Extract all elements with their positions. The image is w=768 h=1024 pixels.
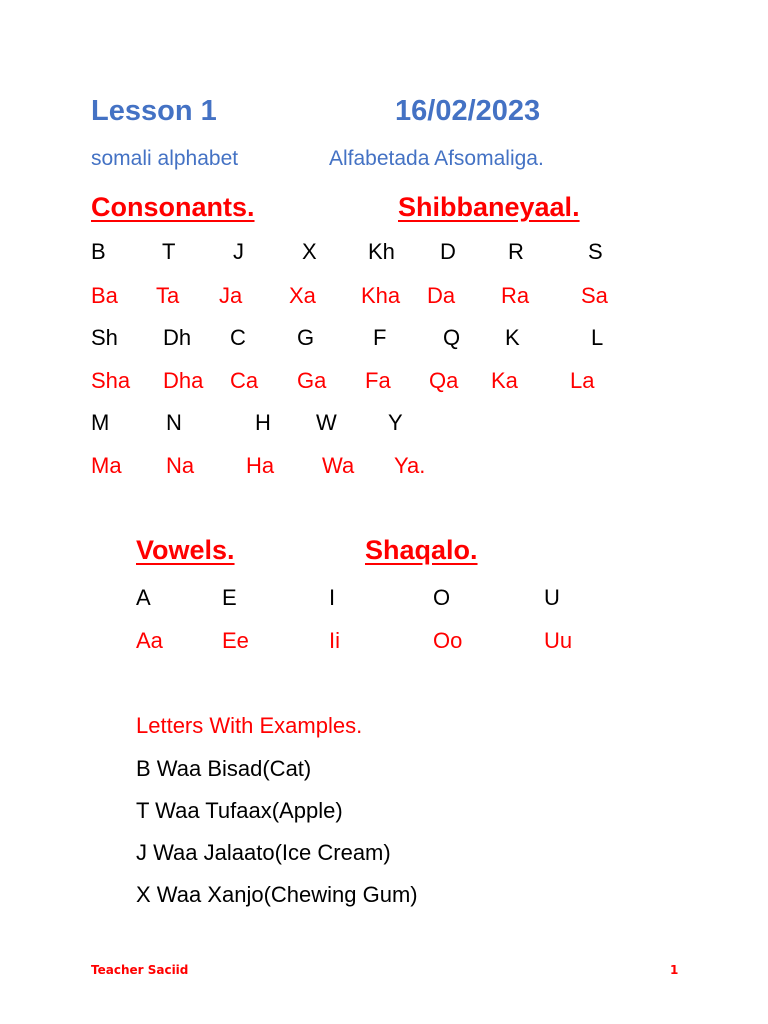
consonant-sound: Ka (491, 368, 518, 393)
vowels-heading: Vowels. (136, 535, 235, 565)
consonant-letter: T (162, 239, 176, 264)
consonant-letter: S (588, 239, 603, 264)
consonant-sound: Ga (297, 368, 327, 393)
consonant-letter-row (0, 325, 768, 355)
consonant-letter: Kh (368, 239, 395, 264)
consonant-letter: W (316, 410, 337, 435)
consonant-sound: Sha (91, 368, 131, 393)
consonant-sound: Qa (429, 368, 459, 393)
consonant-letter: J (233, 239, 244, 264)
example-item: T Waa Tufaax(Apple) (136, 798, 343, 823)
consonant-letter: Dh (163, 325, 192, 350)
consonant-sound: Wa (322, 453, 355, 478)
subtitle-somali: Alfabetada Afsomaliga. (329, 147, 544, 170)
consonant-sound: Fa (365, 368, 391, 393)
consonants-heading: Consonants. (91, 192, 255, 222)
consonant-letter: M (91, 410, 110, 435)
example-item: J Waa Jalaato(Ice Cream) (136, 840, 391, 865)
vowel-letter: E (222, 585, 237, 610)
consonant-sound: La (570, 368, 595, 393)
consonant-sound: Ca (230, 368, 259, 393)
consonant-sound: Na (166, 453, 195, 478)
consonant-sound-row (0, 283, 768, 313)
consonant-sound-row (0, 453, 768, 483)
consonant-sound: Ta (156, 283, 180, 308)
consonant-sound-row (0, 368, 768, 398)
consonant-sound: Ma (91, 453, 122, 478)
vowel-letter: O (433, 585, 451, 610)
consonant-letter: G (297, 325, 315, 350)
consonant-letter: H (255, 410, 271, 435)
consonant-letter: C (230, 325, 246, 350)
consonant-sound: Ja (219, 283, 243, 308)
vowel-sound: Ii (329, 628, 340, 653)
examples-heading: Letters With Examples. (136, 713, 363, 738)
consonant-letter: Y (388, 410, 403, 435)
vowel-letter: U (544, 585, 560, 610)
vowel-sound: Uu (544, 628, 573, 653)
consonant-sound: Ra (501, 283, 530, 308)
vowel-letter: A (136, 585, 151, 610)
consonant-letter: X (302, 239, 317, 264)
consonant-letter-row (0, 239, 768, 269)
consonant-sound: Sa (581, 283, 608, 308)
vowel-sound: Oo (433, 628, 463, 653)
consonant-letter: F (373, 325, 387, 350)
example-item: X Waa Xanjo(Chewing Gum) (136, 882, 418, 907)
consonant-sound: Kha (361, 283, 401, 308)
vowel-letter-row (0, 585, 768, 615)
consonant-letter: R (508, 239, 524, 264)
consonant-letter: N (166, 410, 182, 435)
consonant-letter: Sh (91, 325, 118, 350)
consonant-sound: Dha (163, 368, 204, 393)
shibbaneyaal-heading: Shibbaneyaal. (398, 192, 580, 222)
subtitle-english: somali alphabet (91, 147, 239, 170)
vowel-sound: Ee (222, 628, 249, 653)
vowel-sound: Aa (136, 628, 163, 653)
footer-author: Teacher Saciid (91, 963, 189, 977)
consonant-sound: Ba (91, 283, 118, 308)
consonant-letter-row (0, 410, 768, 440)
example-item: B Waa Bisad(Cat) (136, 756, 312, 781)
shaqalo-heading: Shaqalo. (365, 535, 478, 565)
consonant-sound: Ya. (394, 453, 426, 478)
consonant-letter: D (440, 239, 456, 264)
consonant-letter: Q (443, 325, 461, 350)
consonant-letter: B (91, 239, 106, 264)
consonant-letter: L (591, 325, 604, 350)
consonant-letter: K (505, 325, 520, 350)
vowel-letter: I (329, 585, 336, 610)
consonant-sound: Da (427, 283, 456, 308)
lesson-title: Lesson 1 (91, 95, 217, 127)
consonant-sound: Ha (246, 453, 275, 478)
page-number: 1 (670, 963, 679, 977)
vowel-sound-row (0, 628, 768, 658)
consonant-sound: Xa (289, 283, 316, 308)
lesson-date: 16/02/2023 (395, 95, 541, 127)
